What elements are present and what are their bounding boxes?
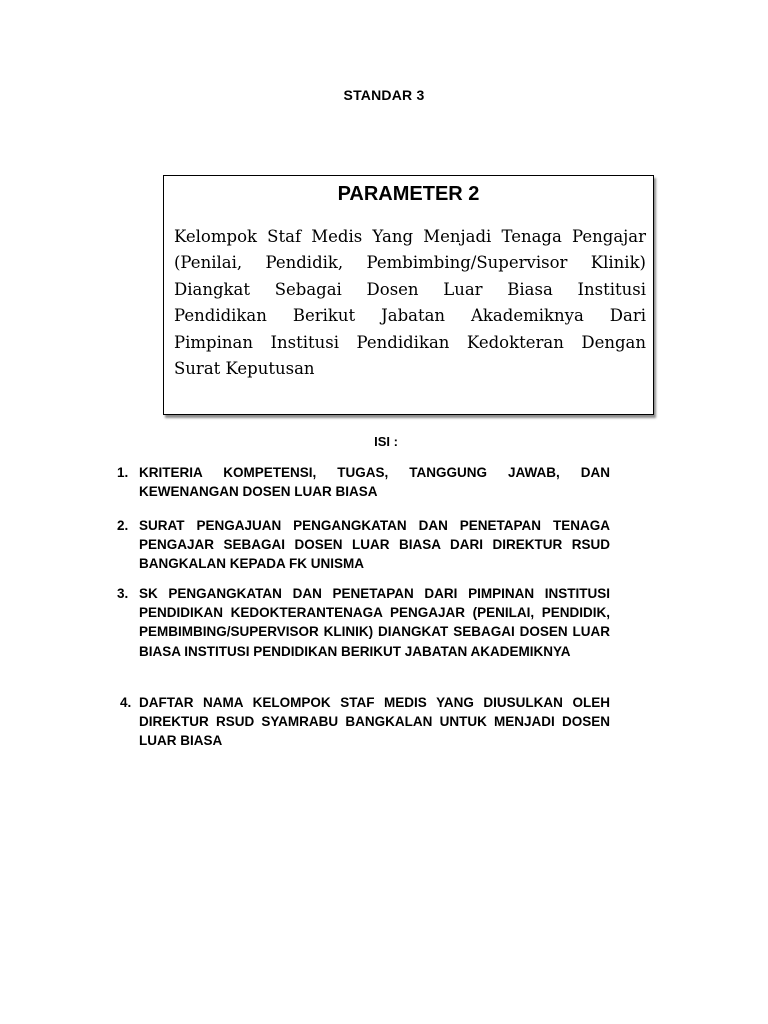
contents-label: ISI :	[374, 434, 398, 449]
list-item-text: DAFTAR NAMA KELOMPOK STAF MEDIS YANG DIUSULKAN OLEH DIREKTUR RSUD SYAMRABU BANGKALAN UNTUK MENJADI DOSEN LUAR BIASA	[139, 695, 610, 749]
list-item-text: SK PENGANGKATAN DAN PENETAPAN DARI PIMPINAN INSTITUSI PENDIDIKAN KEDOKTERANTENAGA PENGAJAR (PENILAI, PENDIDIK, PEMBIMBING/SUPERVISOR KLINIK) DIANGKAT SEBAGAI DOSEN LUAR BIASA INSTITUSI PENDIDIKAN BERIKUT JABATAN AKADEMIKNYA	[139, 586, 610, 659]
parameter-heading: PARAMETER 2	[337, 183, 480, 205]
parameter-box	[163, 175, 654, 415]
list-item-text: SURAT PENGAJUAN PENGANGKATAN DAN PENETAPAN TENAGA PENGAJAR SEBAGAI DOSEN LUAR BIASA DARI DIREKTUR RSUD BANGKALAN KEPADA FK UNISMA	[139, 518, 610, 572]
list-item-number: 3.	[117, 586, 129, 601]
list-item-number: 1.	[117, 465, 129, 480]
parameter-description: Kelompok Staf Medis Yang Menjadi Tenaga Pengajar (Penilai, Pendidik, Pembimbing/Supervisor Klinik) Diangkat Sebagai Dosen Luar Biasa Institusi Pendidikan Berikut Jabatan Akademiknya Dari Pimpinan Institusi Pendidikan Kedokteran Dengan Surat Keputusan	[174, 227, 646, 379]
list-item-number: 4.	[120, 695, 132, 710]
list-item-number: 2.	[117, 518, 129, 533]
document-title: STANDAR 3	[343, 87, 425, 103]
list-item-text: KRITERIA KOMPETENSI, TUGAS, TANGGUNG JAWAB, DAN KEWENANGAN DOSEN LUAR BIASA	[139, 465, 610, 500]
